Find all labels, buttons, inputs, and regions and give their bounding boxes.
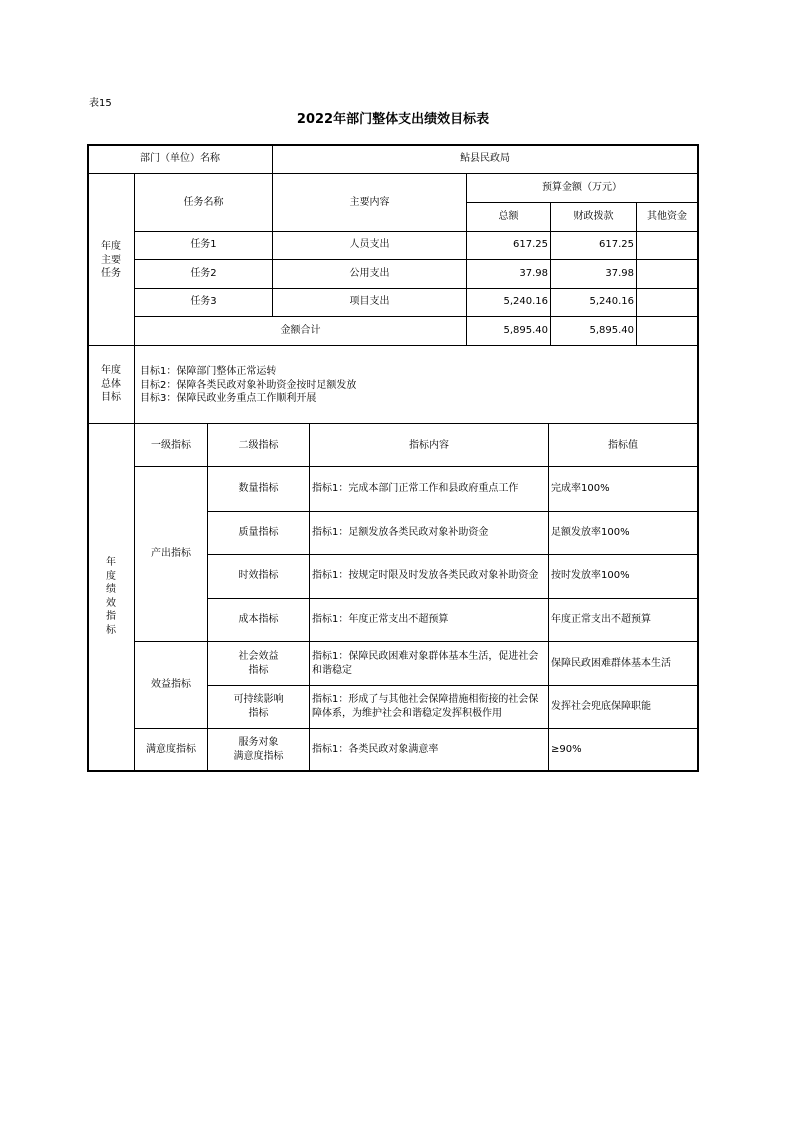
value-cell: 足额发放率100% <box>551 527 630 538</box>
task-content: 公用支出 <box>349 268 390 279</box>
level2-cell: 时效指标 <box>238 570 279 581</box>
header-level1: 一级指标 <box>151 440 191 451</box>
content-cell: 指标1：完成本部门正常工作和县政府重点工作 <box>312 483 519 494</box>
level2-cell: 可持续影响 指标 <box>233 694 284 719</box>
group-output: 产出指标 <box>151 548 191 559</box>
sum-total: 5,895.40 <box>503 325 548 336</box>
dept-label: 部门（单位）名称 <box>140 153 220 164</box>
page-title: 2022年部门整体支出绩效目标表 <box>296 112 490 127</box>
header-total: 总额 <box>498 211 519 222</box>
sum-fiscal: 5,895.40 <box>589 325 634 336</box>
task-fiscal: 617.25 <box>599 239 634 250</box>
task-total: 37.98 <box>519 268 548 279</box>
header-main-content: 主要内容 <box>349 197 390 208</box>
task-total: 617.25 <box>513 239 548 250</box>
content-cell: 指标1：保障民政困难对象群体基本生活，促进社会 和谐稳定 <box>312 651 539 676</box>
content-cell: 指标1：年度正常支出不超预算 <box>312 614 449 625</box>
tasks-section-label: 年度 主要 任务 <box>101 241 121 279</box>
content-cell: 指标1：各类民政对象满意率 <box>312 744 439 755</box>
level2-cell: 社会效益 指标 <box>238 651 279 676</box>
content-cell: 指标1：形成了与其他社会保障措施相衔接的社会保 障体系，为维护社会和谐稳定发挥积极作用 <box>312 694 539 719</box>
indicators-section-label: 年 度 绩 效 指 标 <box>106 557 116 636</box>
goals-section-label: 年度 总体 目标 <box>101 365 121 403</box>
goal-item: 目标3：保障民政业务重点工作顺利开展 <box>140 393 317 404</box>
goal-item: 目标2：保障各类民政对象补助资金按时足额发放 <box>140 379 357 391</box>
task-content: 项目支出 <box>349 296 390 307</box>
content-cell: 指标1：按规定时限及时发放各类民政对象补助资金 <box>312 570 539 581</box>
task-total: 5,240.16 <box>503 296 548 307</box>
header-fiscal: 财政拨款 <box>573 211 614 222</box>
value-cell: 保障民政困难群体基本生活 <box>551 658 671 669</box>
group-benefit: 效益指标 <box>151 679 191 690</box>
task-content: 人员支出 <box>349 239 390 250</box>
value-cell: 年度正常支出不超预算 <box>551 614 651 625</box>
content-cell: 指标1：足额发放各类民政对象补助资金 <box>312 527 489 538</box>
value-cell: 发挥社会兜底保障职能 <box>551 701 651 712</box>
task-fiscal: 5,240.16 <box>589 296 634 307</box>
level2-cell: 质量指标 <box>238 527 279 538</box>
level2-cell: 成本指标 <box>238 614 279 625</box>
value-cell: 按时发放率100% <box>551 570 630 581</box>
header-budget: 预算金额（万元） <box>542 182 622 193</box>
table-label: 表15 <box>89 98 112 109</box>
goals-list <box>140 365 690 406</box>
header-level2: 二级指标 <box>238 440 279 451</box>
header-content: 指标内容 <box>409 440 449 451</box>
header-task-name: 任务名称 <box>183 197 224 208</box>
task-fiscal: 37.98 <box>605 268 634 279</box>
level2-cell: 数量指标 <box>238 483 279 494</box>
level2-cell: 服务对象 满意度指标 <box>233 737 284 762</box>
value-cell: ≥90% <box>551 744 582 755</box>
goal-item: 目标1：保障部门整体正常运转 <box>140 366 277 377</box>
value-cell: 完成率100% <box>551 483 610 494</box>
header-value: 指标值 <box>608 440 638 451</box>
task-name: 任务1 <box>190 239 217 250</box>
sum-label: 金额合计 <box>280 325 321 336</box>
task-name: 任务2 <box>190 268 217 279</box>
header-other: 其他资金 <box>647 211 687 222</box>
task-name: 任务3 <box>190 296 217 307</box>
dept-name: 鲇县民政局 <box>460 153 510 164</box>
group-satisfaction: 满意度指标 <box>146 744 196 755</box>
